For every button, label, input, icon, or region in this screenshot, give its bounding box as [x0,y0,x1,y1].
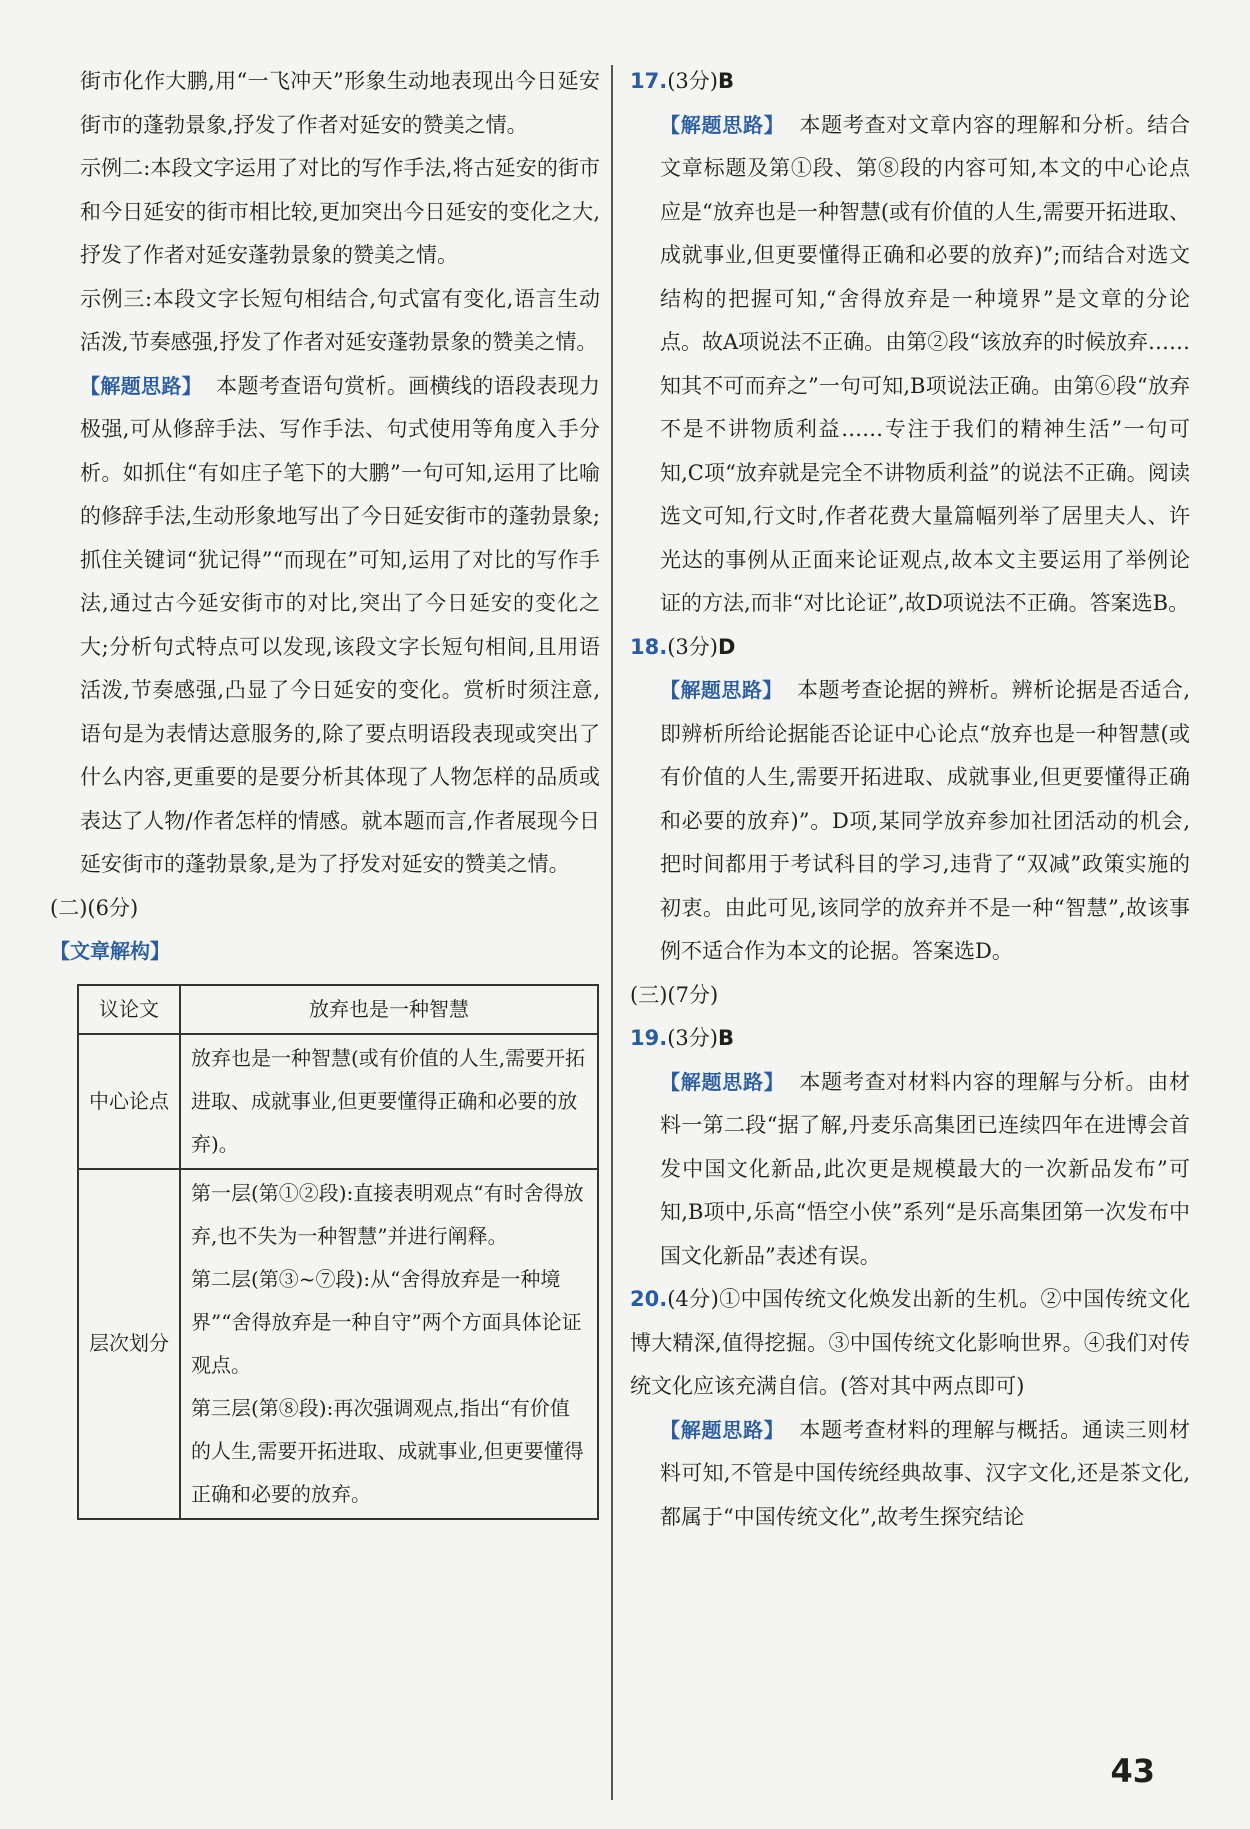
table-row [78,1034,598,1169]
analysis-paragraph [630,669,1190,974]
answer-text: ①中国传统文化焕发出新的生机。②中国传统文化博大精深,值得挖掘。③中国传统文化影响世界。④我们对传统文化应该充满自信。(答对其中两点即可) [630,1287,1191,1398]
answer: D [717,634,736,659]
analysis-paragraph [630,1409,1190,1540]
question-20 [630,1278,1190,1409]
table-cell: 放弃也是一种智慧 [180,985,598,1034]
layer-2: 第二层(第③~⑦段):从“舍得放弃是一种境界”“舍得放弃是一种自守”两个方面具体论证观点。 [191,1266,582,1377]
score: (3分) [667,634,718,659]
analysis-text: 本题考查语句赏析。画横线的语段表现力极强,可从修辞手法、写作手法、句式使用等角度入手分析。如抓住“有如庄子笔下的大鹏”一句可知,运用了比喻的修辞手法,生动形象地写出了今日延安街市的蓬勃景象;抓住关键词“犹记得”“而现在”可知,运用了对比的写作手法,通过古今延安街市的对比,突出了今日延安的变化之大;分析句式特点可以发现,该段文字长短句相间,且用语活泼,节奏感强,凸显了今日延安的变化。赏析时须注意,语句是为表情达意服务的,除了要点明语段表现或突出了什么内容,更重要的是要分析其体现了人物怎样的品质或表达了人物/作者怎样的情感。就本题而言,作者展现今日延安街市的蓬勃景象,是为了抒发对延安的赞美之情。 [80,373,600,876]
table-cell: 放弃也是一种智慧(或有价值的人生,需要开拓进取、成就事业,但更要懂得正确和必要的放弃)。 [180,1034,598,1169]
analysis-paragraph [630,104,1190,626]
layer-1: 第一层(第①②段):直接表明观点“有时舍得放弃,也不失为一种智慧”并进行阐释。 [191,1180,584,1248]
analysis-tag: 【解题思路】 [660,678,783,702]
section-heading: (二)(6分) [50,895,139,920]
score: (3分) [667,69,718,93]
question-number: 20. [630,1287,668,1311]
question-17 [630,60,1190,104]
page-number: 43 [1110,1752,1155,1790]
column-divider [611,65,613,1800]
question-19 [630,1017,1190,1061]
table-row [78,1169,598,1519]
layer-3: 第三层(第⑧段):再次强调观点,指出“有价值的人生,需要开拓进取、成就事业,但更要懂得正确和必要的放弃。 [191,1395,584,1506]
analysis-tag: 【解题思路】 [660,1417,785,1442]
analysis-paragraph [630,1061,1190,1279]
table-cell: 层次划分 [78,1169,180,1519]
right-column [630,60,1190,1539]
analysis-tag: 【解题思路】 [80,373,203,398]
answer: B [717,69,734,93]
score: (3分) [667,1026,718,1050]
table-cell [180,1169,598,1519]
question-18 [630,626,1190,670]
left-column [50,60,600,1520]
analysis-text: 本题考查论据的辨析。辨析论据是否适合,即辨析所给论据能否论证中心论点“放弃也是一种智慧(或有价值的人生,需要开拓进取、成就事业,但更要懂得正确和必要的放弃)”。D项,某同学放弃参加社团活动的机会,把时间都用于考试科目的学习,违背了“双减”政策实施的初衷。由此可见,该同学的放弃并不是一种“智慧”,故该事例不适合作为本文的论据。答案选D。 [660,678,1190,963]
structure-tag: 【文章解构】 [50,939,170,963]
answer: B [717,1026,734,1050]
table-cell: 议论文 [78,985,180,1034]
table-cell: 中心论点 [78,1034,180,1169]
analysis-text: 本题考查对文章内容的理解和分析。结合文章标题及第①段、第⑧段的内容可知,本文的中心论点应是“放弃也是一种智慧(或有价值的人生,需要开拓进取、成就事业,但更要懂得正确和必要的放弃)”;而结合对选文结构的把握可知,“舍得放弃是一种境界”是文章的分论点。故A项说法不正确。由第②段“该放弃的时候放弃……知其不可而弃之”一句可知,B项说法正确。由第⑥段“放弃不是不讲物质利益……专注于我们的精神生活”一句可知,C项“放弃就是完全不讲物质利益”的说法不正确。阅读选文可知,行文时,作者花费大量篇幅列举了居里夫人、许光达的事例从正面来论证观点,故本文主要运用了举例论证的方法,而非“对比论证”,故D项说法不正确。答案选B。 [660,112,1191,615]
structure-tag-line [50,930,600,974]
paragraph: 街市化作大鹏,用“一飞冲天”形象生动地表现出今日延安街市的蓬勃景象,抒发了作者对延安的赞美之情。 [80,69,600,137]
question-number: 19. [630,1026,668,1050]
analysis-text: 本题考查材料的理解与概括。通读三则材料可知,不管是中国传统经典故事、汉字文化,还是茶文化,都属于“中国传统文化”,故考生探究结论 [660,1417,1191,1529]
structure-table [77,984,599,1520]
paragraph: 示例二:本段文字运用了对比的写作手法,将古延安的街市和今日延安的街市相比较,更加突出今日延安的变化之大,抒发了作者对延安蓬勃景象的赞美之情。 [80,156,600,267]
analysis-paragraph [80,365,600,887]
section-heading: (三)(7分) [630,982,719,1007]
score: (4分) [667,1287,719,1311]
paragraph: 示例三:本段文字长短句相结合,句式富有变化,语言生动活泼,节奏感强,抒发了作者对延安蓬勃景象的赞美之情。 [80,286,600,354]
table-row [78,985,598,1034]
analysis-text: 本题考查对材料内容的理解与分析。由材料一第二段“据了解,丹麦乐高集团已连续四年在进博会首发中国文化新品,此次更是规模最大的一次新品发布”可知,B项中,乐高“悟空小侠”系列“是乐高集团第一次发布中国文化新品”表述有误。 [660,1069,1191,1268]
analysis-tag: 【解题思路】 [660,112,785,137]
question-number: 17. [630,69,668,93]
analysis-tag: 【解题思路】 [660,1069,785,1094]
question-number: 18. [630,634,668,659]
